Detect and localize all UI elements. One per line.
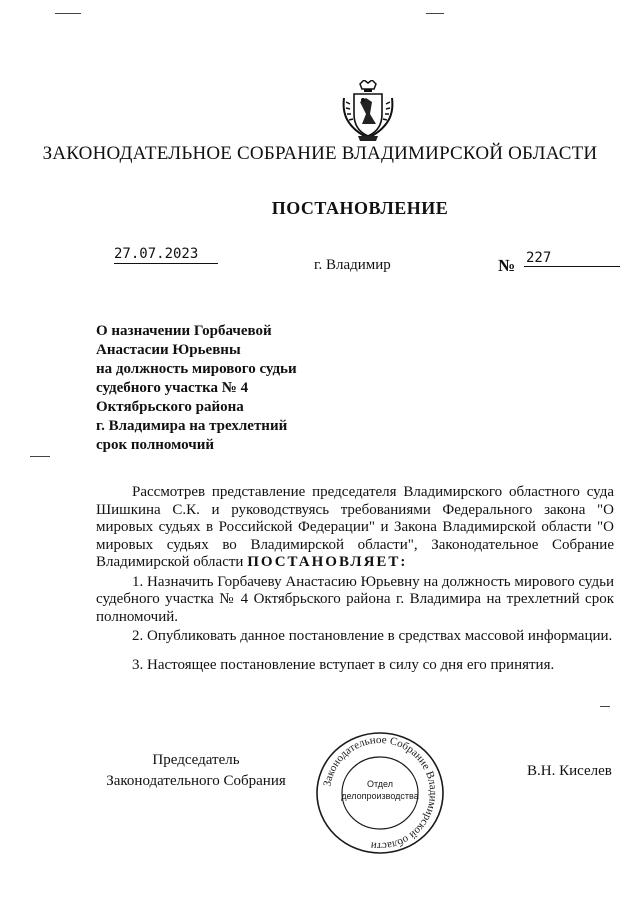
stamp-ring-text: Законодательное Собрание Владимирской области [321, 733, 440, 853]
stamp-center-line: Отдел [366, 779, 394, 789]
document-city: г. Владимир [314, 257, 391, 273]
document-body [96, 484, 614, 674]
subject-line: срок полномочий [96, 437, 214, 453]
document-date: 27.07.2023 [114, 246, 218, 264]
resolves-keyword: ПОСТАНОВЛЯЕТ: [247, 554, 408, 570]
scan-artifact [30, 456, 50, 457]
subject-line: судебного участка № 4 [96, 380, 249, 396]
scan-artifact [55, 13, 81, 14]
subject-line: на должность мирового судьи [96, 361, 297, 377]
subject-line: Октябрьского района [96, 399, 244, 415]
number-label: № [498, 256, 516, 275]
scan-artifact [600, 706, 610, 707]
subject-line: О назначении Горбачевой [96, 323, 272, 339]
signatory-name: В.Н. Киселев [527, 763, 612, 779]
document-type-title: ПОСТАНОВЛЕНИЕ [271, 198, 449, 218]
subject-line: г. Владимира на трехлетний [96, 418, 288, 434]
subject-line: Анастасии Юрьевны [96, 342, 241, 358]
document-number: 227 [524, 250, 620, 267]
signatory-title [96, 750, 296, 792]
office-stamp [314, 730, 446, 856]
document-subject [96, 322, 336, 455]
resolution-item: 3. Настоящее постановление вступает в силу со дня его принятия. [132, 656, 555, 673]
preamble-text: Рассмотрев представление председателя Владимирского областного суда Шишкина С.К. и руководствуясь требованиями Федерального закона "О мировых судьях в Российской Федерации" и Закона Владимирской области "О мировых судьях во Владимирской области", Законодательное Собрание Владимирской области [96, 484, 614, 570]
scan-artifact [426, 13, 444, 14]
preamble-paragraph [96, 484, 614, 572]
organization-title: ЗАКОНОДАТЕЛЬНОЕ СОБРАНИЕ ВЛАДИМИРСКОЙ ОБЛАСТИ [42, 143, 598, 164]
signatory-title-line: Законодательного Собрания [106, 773, 286, 789]
resolution-item: 1. Назначить Горбачеву Анастасию Юрьевну на должность мирового судьи судебного участка № 4 Октябрьского района г. Владимира на трехлетний срок полномочий. [96, 573, 614, 625]
stamp-center-line: делопроизводства [341, 791, 419, 801]
signatory-title-line: Председатель [152, 752, 240, 768]
resolution-item: 2. Опубликовать данное постановление в средствах массовой информации. [132, 628, 613, 644]
coat-of-arms-icon [340, 80, 396, 142]
